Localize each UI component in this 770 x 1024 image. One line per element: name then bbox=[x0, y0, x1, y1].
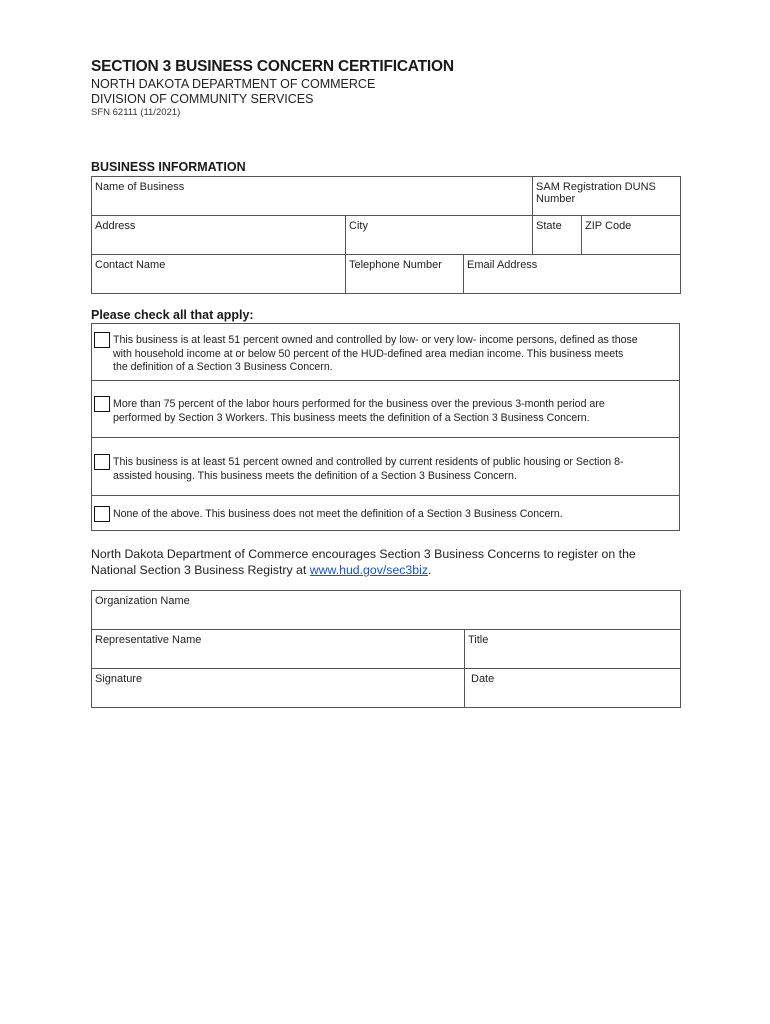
email-label: Email Address bbox=[467, 259, 538, 271]
business-name-field[interactable] bbox=[92, 177, 533, 216]
city-label: City bbox=[349, 220, 368, 232]
checklist-line: assisted housing. This business meets the definition of a Section 3 Business Concern. bbox=[113, 469, 517, 482]
checklist-item bbox=[92, 324, 679, 381]
checklist-box bbox=[91, 323, 680, 531]
representative-name-label: Representative Name bbox=[95, 634, 202, 646]
zip-label: ZIP Code bbox=[585, 220, 632, 232]
checklist-line: None of the above. This business does not meet the definition of a Section 3 Business Concern. bbox=[113, 508, 563, 520]
division-name: DIVISION OF COMMUNITY SERVICES bbox=[91, 92, 314, 106]
sam-duns-label: SAM Registration DUNS Number bbox=[536, 181, 656, 205]
registry-line bbox=[91, 562, 691, 578]
checklist-line: with household income at or below 50 percent of the HUD-defined area median income. This business meets bbox=[113, 347, 624, 360]
signature-table bbox=[91, 590, 681, 708]
date-label: Date bbox=[471, 673, 495, 685]
state-label: State bbox=[536, 220, 562, 232]
address-label: Address bbox=[95, 220, 136, 232]
checkbox-low-income-owned[interactable] bbox=[94, 332, 110, 348]
registry-line: North Dakota Department of Commerce encourages Section 3 Business Concerns to register on the bbox=[91, 547, 636, 561]
email-field[interactable] bbox=[464, 255, 681, 294]
business-info-table bbox=[91, 176, 681, 294]
checklist-line: This business is at least 51 percent owned and controlled by low- or very low- income persons, defined as those bbox=[113, 334, 638, 346]
registry-link[interactable]: www.hud.gov/sec3biz bbox=[309, 563, 428, 577]
checklist-item-text bbox=[113, 334, 673, 375]
state-field[interactable] bbox=[533, 216, 582, 255]
organization-name-label: Organization Name bbox=[95, 595, 190, 607]
checklist-line: the definition of a Section 3 Business Concern. bbox=[113, 361, 333, 373]
business-name-label: Name of Business bbox=[95, 181, 185, 193]
checklist-line: More than 75 percent of the labor hours performed for the business over the previous 3-month period are bbox=[113, 398, 605, 410]
telephone-label: Telephone Number bbox=[349, 259, 442, 271]
registry-text: National Section 3 Business Registry at bbox=[91, 563, 310, 577]
checklist-item-text bbox=[113, 456, 673, 483]
date-field[interactable] bbox=[465, 669, 681, 708]
checkbox-public-housing-owned[interactable] bbox=[94, 454, 110, 470]
checklist-line: performed by Section 3 Workers. This business meets the definition of a Section 3 Business Concern. bbox=[113, 411, 590, 424]
signature-label: Signature bbox=[95, 673, 143, 685]
checkbox-labor-hours[interactable] bbox=[94, 396, 110, 412]
registry-text: . bbox=[427, 563, 432, 577]
checklist-item-text bbox=[113, 398, 673, 425]
checklist-heading: Please check all that apply: bbox=[91, 308, 254, 322]
checklist-item bbox=[92, 496, 679, 530]
sam-duns-field[interactable] bbox=[533, 177, 681, 216]
address-field[interactable] bbox=[92, 216, 346, 255]
representative-name-field[interactable] bbox=[92, 630, 465, 669]
city-field[interactable] bbox=[346, 216, 533, 255]
checkbox-none-of-above[interactable] bbox=[94, 506, 110, 522]
checklist-line: This business is at least 51 percent owned and controlled by current residents of public housing or Section 8- bbox=[113, 456, 624, 468]
signature-field[interactable] bbox=[92, 669, 465, 708]
contact-name-label: Contact Name bbox=[95, 259, 166, 271]
contact-name-field[interactable] bbox=[92, 255, 346, 294]
business-info-heading: BUSINESS INFORMATION bbox=[91, 160, 246, 174]
title-label: Title bbox=[468, 634, 489, 646]
zip-field[interactable] bbox=[582, 216, 681, 255]
title-field[interactable] bbox=[465, 630, 681, 669]
telephone-field[interactable] bbox=[346, 255, 464, 294]
organization-name-field[interactable] bbox=[92, 591, 681, 630]
registry-paragraph bbox=[91, 546, 691, 578]
checklist-item-text bbox=[113, 508, 673, 522]
form-title: SECTION 3 BUSINESS CONCERN CERTIFICATION bbox=[91, 58, 454, 75]
checklist-item bbox=[92, 381, 679, 438]
department-name: NORTH DAKOTA DEPARTMENT OF COMMERCE bbox=[91, 77, 376, 91]
checklist-item bbox=[92, 438, 679, 496]
form-number: SFN 62111 (11/2021) bbox=[91, 107, 181, 118]
